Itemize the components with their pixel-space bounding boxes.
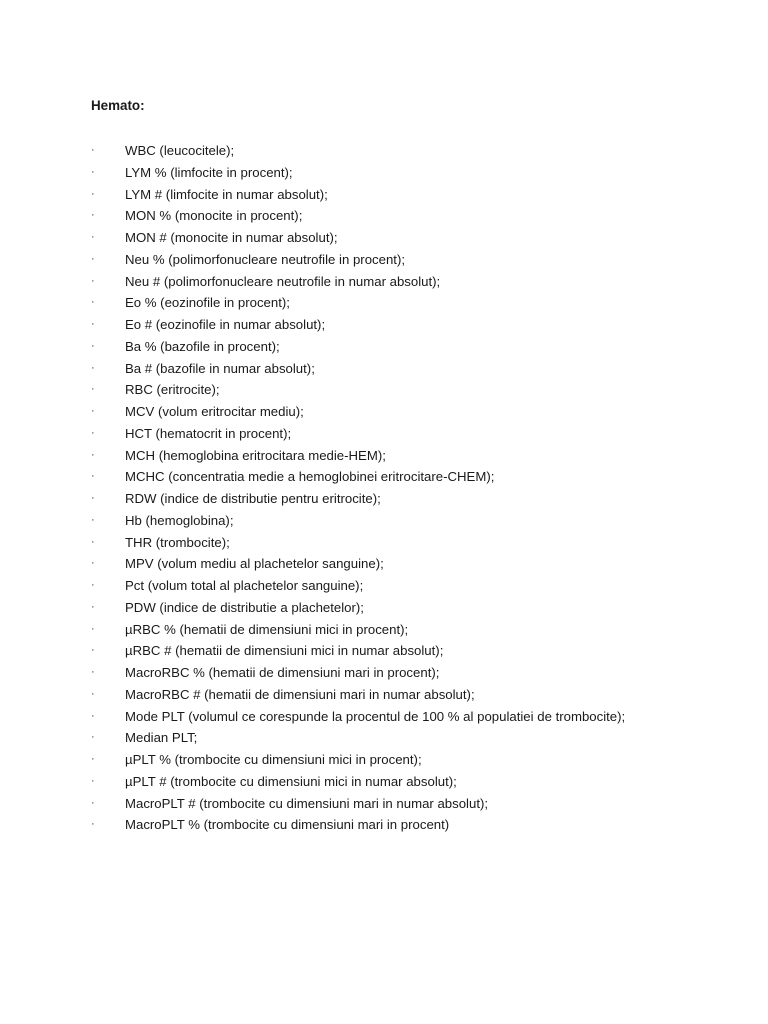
list-item-text: Pct (volum total al plachetelor sanguine); <box>125 578 364 593</box>
bullet-icon: · <box>91 492 95 504</box>
list-item-text: MCV (volum eritrocitar mediu); <box>125 404 304 419</box>
list-item-text: Eo # (eozinofile in numar absolut); <box>125 317 326 332</box>
list-item-text: µRBC % (hematii de dimensiuni mici in procent); <box>125 621 409 637</box>
bullet-icon: · <box>91 296 95 309</box>
list-item-text: Ba # (bazofile in numar absolut); <box>125 360 315 376</box>
list-item-text: MON % (monocite in procent); <box>125 208 303 224</box>
bullet-icon: · <box>91 796 95 809</box>
bullet-icon: · <box>91 231 95 243</box>
bullet-icon: · <box>91 383 95 396</box>
bullet-icon: · <box>91 579 95 591</box>
list-item-text: MON # (monocite in numar absolut); <box>125 230 338 245</box>
list-item-text: PDW (indice de distributie a plachetelor); <box>125 599 364 615</box>
list-item-text: Median PLT; <box>125 730 198 746</box>
list-item-text: MacroRBC % (hematii de dimensiuni mari in procent); <box>125 665 440 680</box>
bullet-icon: · <box>91 187 95 200</box>
bullet-icon: · <box>91 535 95 548</box>
list-item-text: RDW (indice de distributie pentru eritrocite); <box>125 491 381 506</box>
list-item-text: Neu # (polimorfonucleare neutrofile in numar absolut); <box>125 273 441 289</box>
bullet-icon: · <box>91 644 95 657</box>
bullet-icon: · <box>91 557 95 570</box>
bullet-icon: · <box>91 687 95 700</box>
bullet-icon: · <box>91 753 95 765</box>
list-item-text: Mode PLT (volumul ce corespunde la procentul de 100 % al populatiei de trombocite); <box>125 708 626 724</box>
list-item-text: MacroPLT # (trombocite cu dimensiuni mari in numar absolut); <box>125 795 489 811</box>
bullet-icon: · <box>91 274 95 287</box>
bullet-icon: · <box>91 622 95 635</box>
bullet-icon: · <box>91 470 95 483</box>
bullet-icon: · <box>91 774 95 787</box>
bullet-icon: · <box>91 405 95 417</box>
page-heading: Hemato: <box>91 98 145 113</box>
bullet-icon: · <box>91 709 95 722</box>
list-item-text: Ba % (bazofile in procent); <box>125 338 280 354</box>
list-item-text: Neu % (polimorfonucleare neutrofile in procent); <box>125 251 406 267</box>
bullet-icon: · <box>91 165 95 178</box>
list-item-text: MCH (hemoglobina eritrocitara medie-HEM); <box>125 447 386 463</box>
bullet-icon: · <box>91 666 95 678</box>
bullet-icon: · <box>91 361 95 374</box>
bullet-icon: · <box>91 426 95 439</box>
list-item-text: HCT (hematocrit in procent); <box>125 425 292 441</box>
bullet-icon: · <box>91 600 95 613</box>
list-item-text: Eo % (eozinofile in procent); <box>125 295 290 311</box>
list-item-text: µPLT # (trombocite cu dimensiuni mici in numar absolut); <box>125 773 457 789</box>
list-item-text: MacroPLT % (trombocite cu dimensiuni mari in procent) <box>125 817 450 833</box>
list-item-text: µPLT % (trombocite cu dimensiuni mici in procent); <box>125 752 422 767</box>
list-item-text: LYM # (limfocite in numar absolut); <box>125 186 328 202</box>
bullet-icon: · <box>91 731 95 744</box>
bullet-icon: · <box>91 513 95 526</box>
list-item-text: Hb (hemoglobina); <box>125 512 234 528</box>
list-item-text: LYM % (limfocite in procent); <box>125 164 293 180</box>
bullet-icon: · <box>91 252 95 265</box>
list-item-text: µRBC # (hematii de dimensiuni mici in numar absolut); <box>125 643 444 659</box>
bullet-icon: · <box>91 448 95 461</box>
list-item-text: MCHC (concentratia medie a hemoglobinei eritrocitare-CHEM); <box>125 469 495 485</box>
bullet-icon: · <box>91 318 95 330</box>
list-item-text: MacroRBC # (hematii de dimensiuni mari in numar absolut); <box>125 686 475 702</box>
list-item-text: THR (trombocite); <box>125 534 230 550</box>
list-item-text: MPV (volum mediu al plachetelor sanguine); <box>125 556 384 572</box>
bullet-icon: · <box>91 209 95 222</box>
list-item-text: WBC (leucocitele); <box>125 143 235 158</box>
list-item-text: RBC (eritrocite); <box>125 382 220 398</box>
bullet-icon: · <box>91 144 95 156</box>
bullet-icon: · <box>91 818 95 831</box>
bullet-icon: · <box>91 339 95 352</box>
